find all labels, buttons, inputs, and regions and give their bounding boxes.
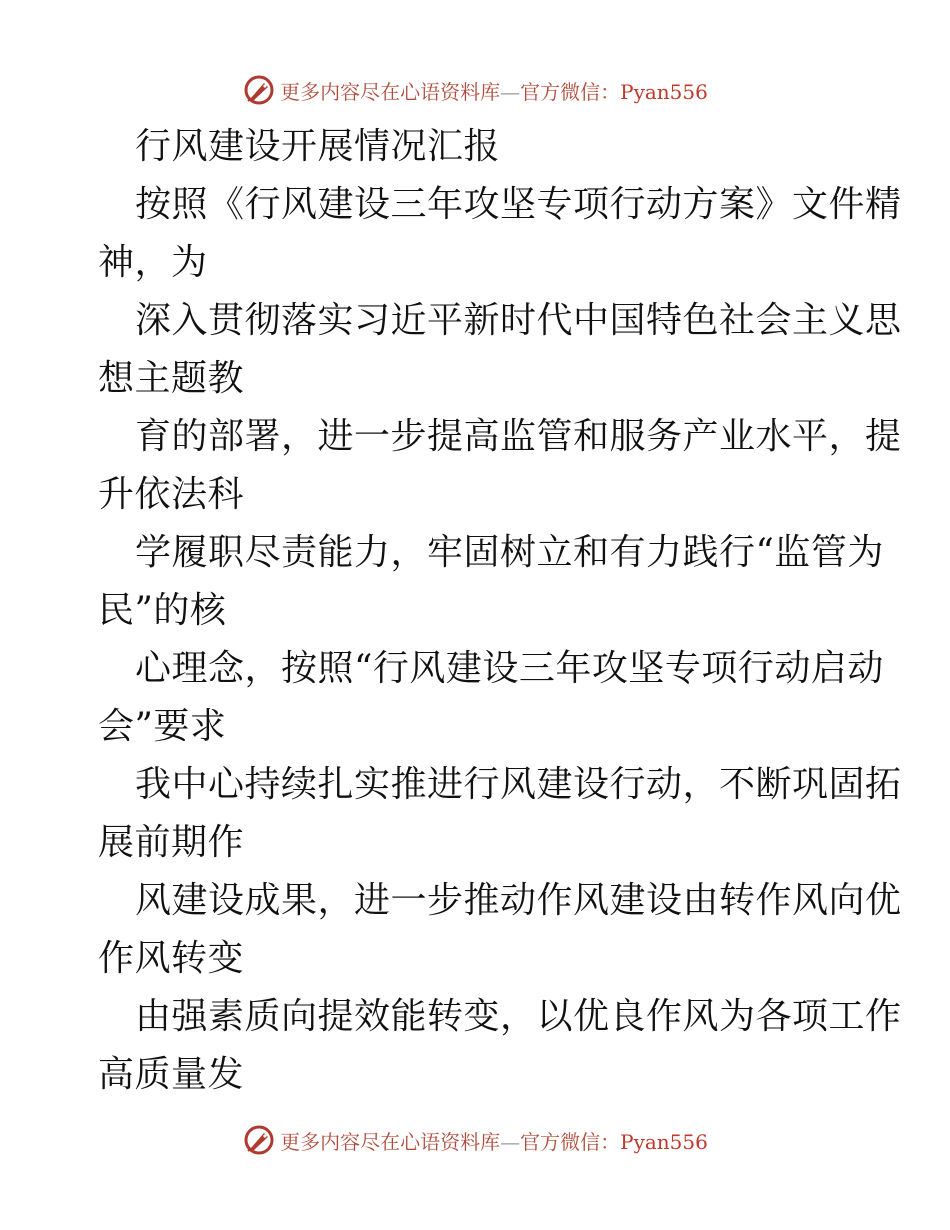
document-line: 育的部署，进一步提高监管和服务产业水平，提 — [135, 416, 902, 457]
header-banner-wechat-label: 官方微信： — [520, 79, 621, 104]
document-line: 由强素质向提效能转变，以优良作风为各项工作 — [135, 996, 902, 1037]
document-line: 心理念，按照“行风建设三年攻坚专项行动启动 — [135, 648, 884, 689]
document-line: 学履职尽责能力，牢固树立和有力践行“监管为 — [135, 532, 884, 573]
header-banner-separator: — — [500, 79, 521, 104]
document-line: 升依法科 — [98, 474, 245, 515]
document-line: 神，为 — [98, 242, 208, 283]
document-line: 作风转变 — [98, 938, 245, 979]
header-banner-text — [280, 76, 708, 105]
footer-banner-wechat-label: 官方微信： — [520, 1129, 621, 1154]
header-banner — [0, 70, 950, 110]
document-line: 我中心持续扎实推进行风建设行动，不断巩固拓 — [135, 764, 902, 805]
document-line: 高质量发 — [98, 1054, 245, 1095]
footer-banner-title: 更多内容尽在心语资料库 — [280, 1129, 501, 1154]
footer-banner — [0, 1120, 950, 1160]
pen-nib-logo-icon — [242, 1123, 276, 1157]
pen-nib-logo-icon — [242, 73, 276, 107]
document-body — [98, 118, 902, 1104]
document-line: 想主题教 — [98, 358, 245, 399]
document-title: 行风建设开展情况汇报 — [135, 126, 501, 167]
header-banner-title: 更多内容尽在心语资料库 — [280, 79, 501, 104]
header-banner-wechat-id: Pyan556 — [620, 79, 708, 104]
document-line: 会”要求 — [98, 706, 227, 747]
footer-banner-text — [280, 1126, 708, 1155]
footer-banner-wechat-id: Pyan556 — [620, 1129, 708, 1154]
document-line: 民”的核 — [98, 590, 227, 631]
document-line: 深入贯彻落实习近平新时代中国特色社会主义思 — [135, 300, 902, 341]
document-paragraph — [98, 176, 902, 1104]
document-line: 风建设成果，进一步推动作风建设由转作风向优 — [135, 880, 902, 921]
footer-banner-separator: — — [500, 1129, 521, 1154]
document-line: 展前期作 — [98, 822, 245, 863]
document-line: 按照《行风建设三年攻坚专项行动方案》文件精 — [135, 184, 902, 225]
